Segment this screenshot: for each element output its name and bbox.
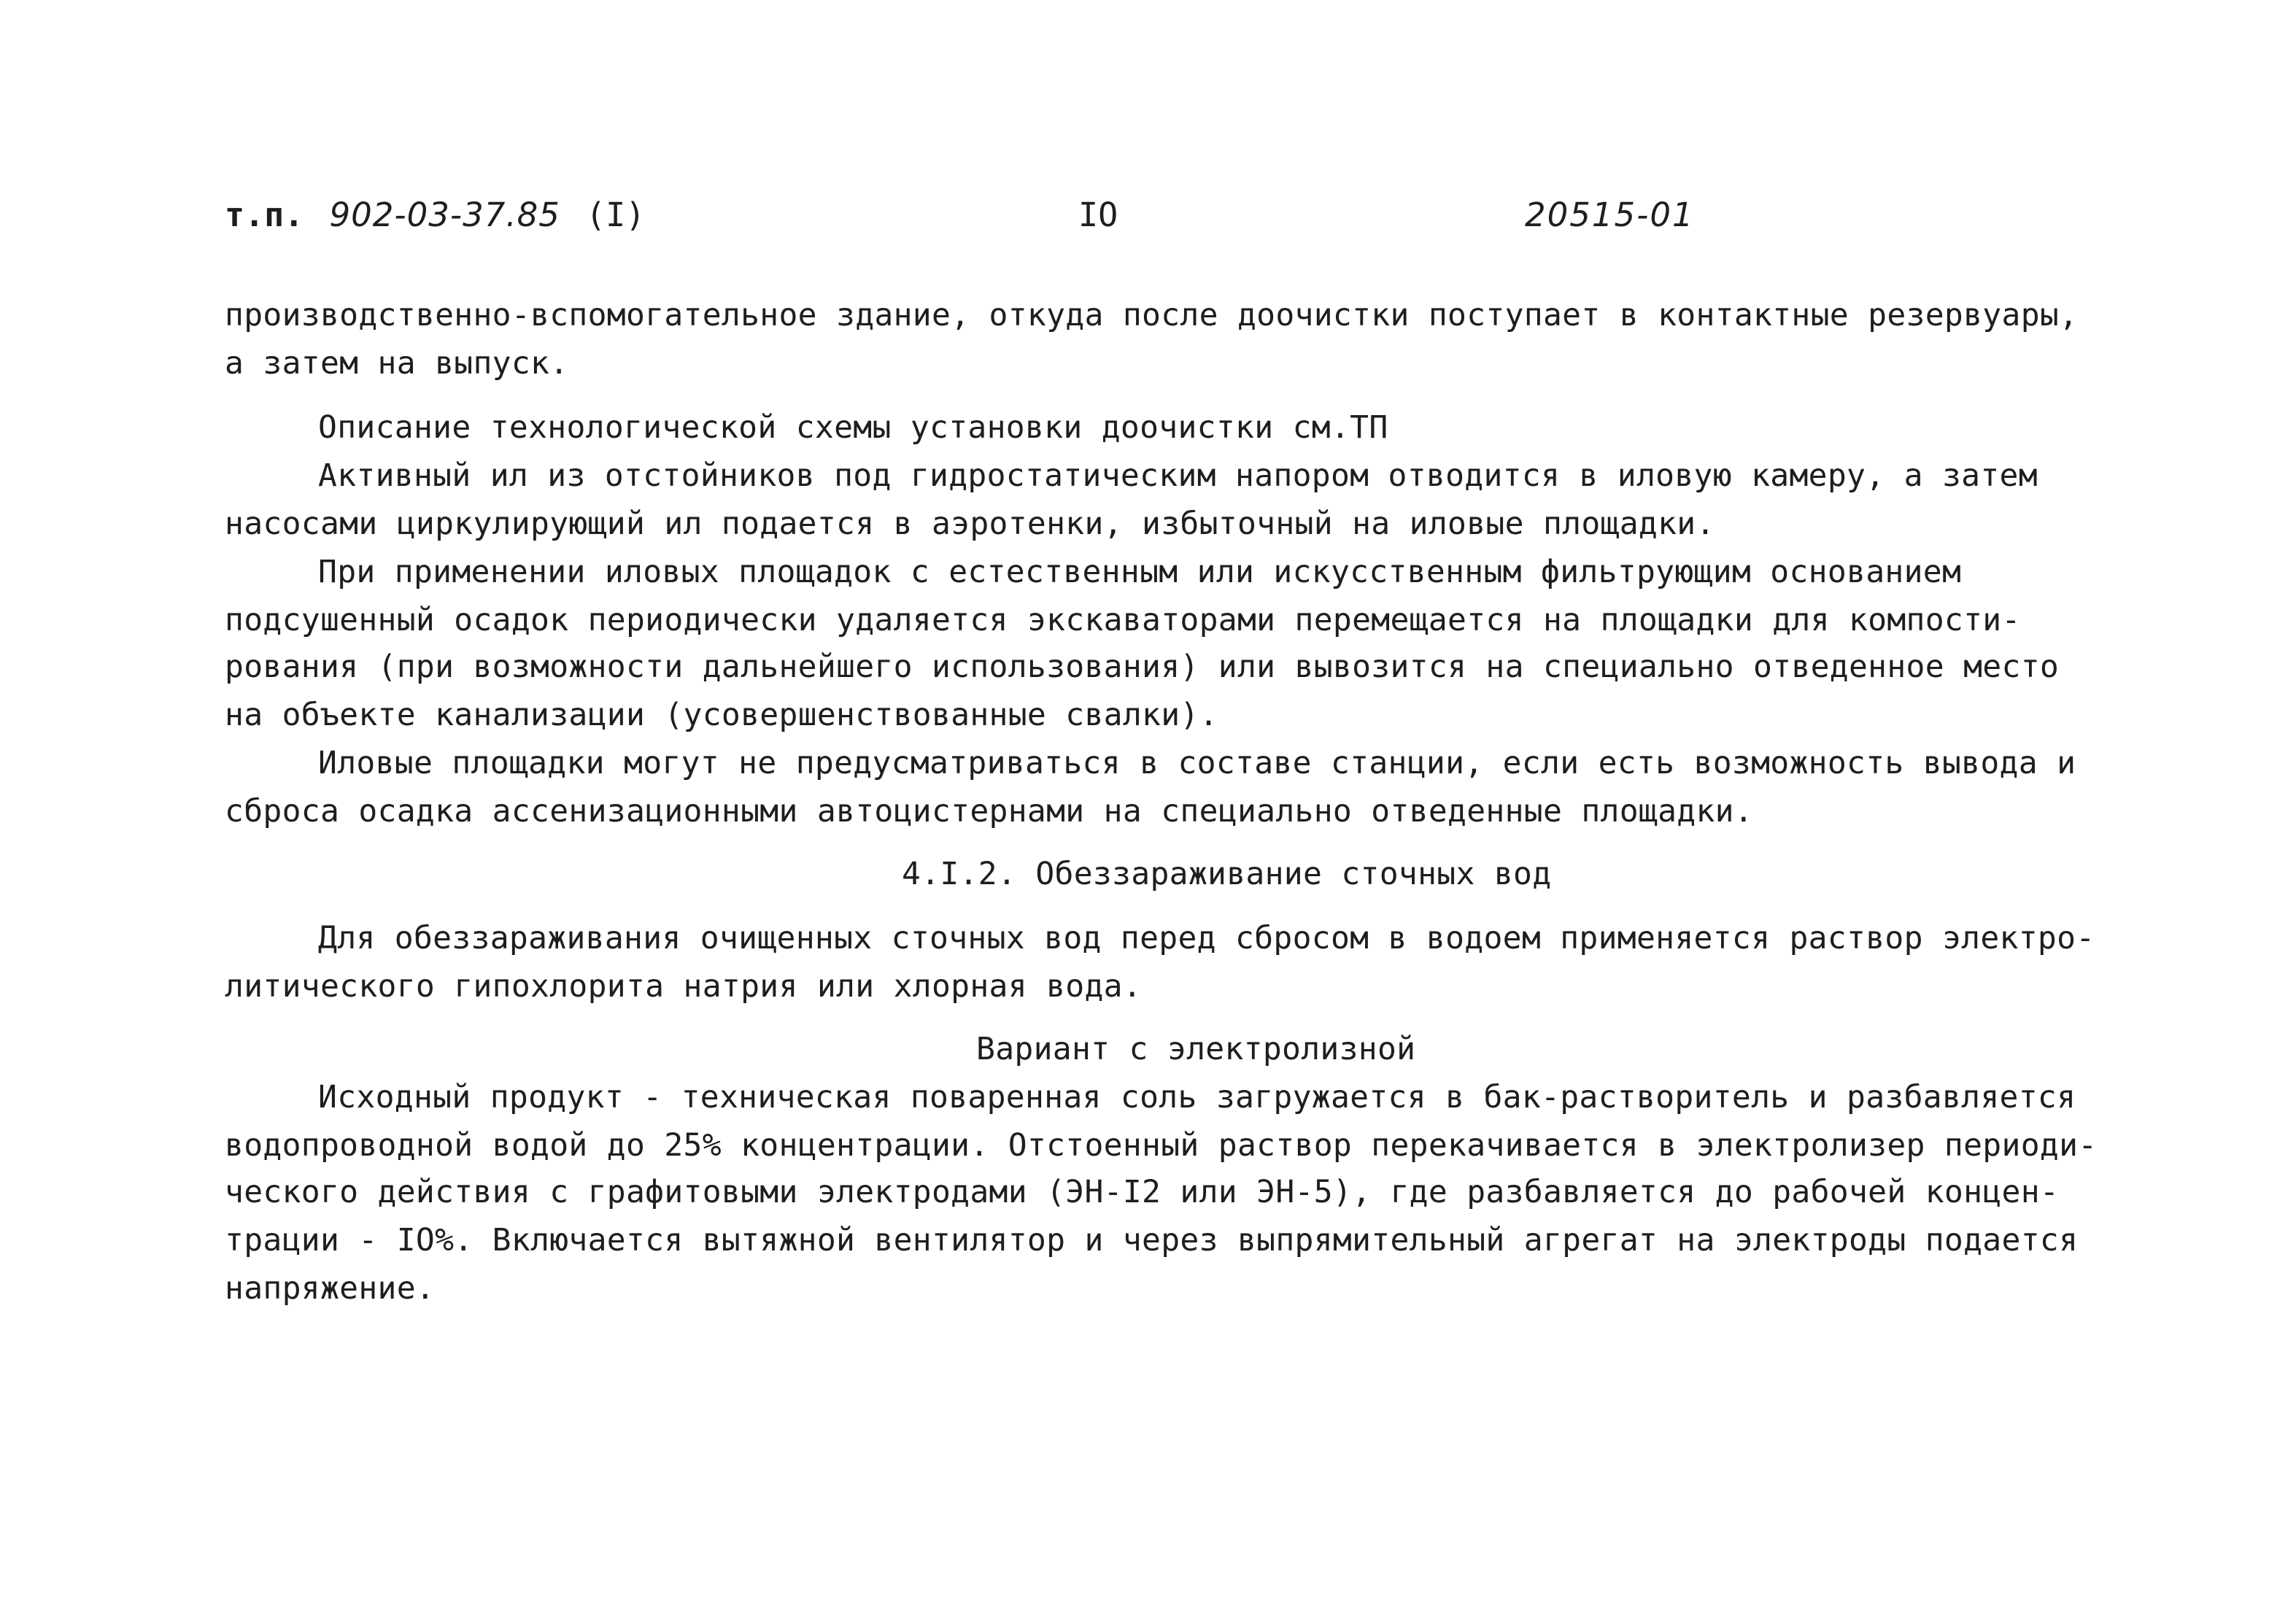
text-line: рования (при возможности дальнейшего использования) или вывозится на специально отведенное место xyxy=(225,649,2060,685)
page-number: IO xyxy=(1078,196,1118,234)
text-line: Для обеззараживания очищенных сточных вод перед сбросом в водоем применяется раствор электро- xyxy=(318,920,2095,956)
section-heading: 4.I.2. Обеззараживание сточных вод xyxy=(902,856,1552,892)
text-line: водопроводной водой до 25% концентрации. Отстоенный раствор перекачивается в электролизер периоди- xyxy=(225,1127,2098,1164)
text-line: трации - IO%. Включается вытяжной вентилятор и через выпрямительный агрегат на электроды подается xyxy=(225,1222,2079,1258)
page-header xyxy=(0,196,2296,247)
text-line: Описание технологической схемы установки доочистки см.ТП xyxy=(318,409,1388,446)
document-reference xyxy=(225,196,645,234)
text-line: производственно-вспомогательное здание, откуда после доочистки поступает в контактные резервуары, xyxy=(225,297,2079,333)
text-line: ческого действия с графитовыми электродами (ЭН-I2 или ЭН-5), где разбавляется до рабочей концен- xyxy=(225,1174,2060,1210)
text-line: а затем на выпуск. xyxy=(225,345,569,382)
doc-part: (I) xyxy=(586,196,646,234)
text-line: сброса осадка ассенизационными автоцистернами на специально отведенные площадки. xyxy=(225,793,1754,830)
text-line: подсушенный осадок периодически удаляется экскаваторами перемещается на площадки для компости- xyxy=(225,602,2021,638)
text-line: Иловые площадки могут не предусматриваться в составе станции, если есть возможность вывода и xyxy=(318,745,2076,781)
doc-prefix: т.п. xyxy=(225,196,304,234)
text-line: литического гипохлорита натрия или хлорная вода. xyxy=(225,968,1143,1005)
album-code: 20515-01 xyxy=(1525,196,1695,234)
text-line: Активный ил из отстойников под гидростатическим напором отводится в иловую камеру, а затем xyxy=(318,457,2038,494)
text-line: на объекте канализации (усовершенствованные свалки). xyxy=(225,697,1218,733)
text-line: При применении иловых площадок с естественным или искусственным фильтрующим основанием xyxy=(318,554,1962,590)
subsection-heading: Вариант с электролизной xyxy=(976,1031,1416,1067)
text-line: напряжение. xyxy=(225,1270,436,1307)
text-line: насосами циркулирующий ил подается в аэротенки, избыточный на иловые площадки. xyxy=(225,506,1715,542)
doc-number: 902-03-37.85 xyxy=(329,196,560,234)
text-line: Исходный продукт - техническая поваренная соль загружается в бак-растворитель и разбавляется xyxy=(318,1079,2076,1115)
